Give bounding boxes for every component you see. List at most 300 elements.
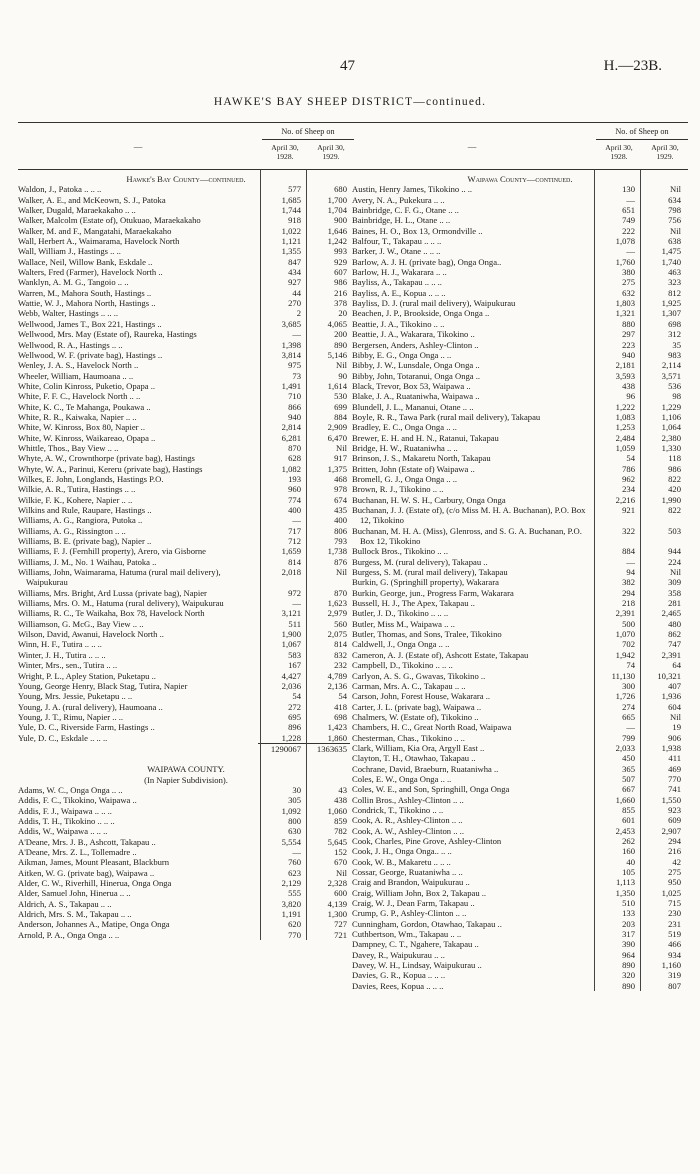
owner-name: Craig, W. J., Dean Farm, Takapau .. — [352, 898, 475, 909]
owner-name: Brewer, E. H. and H. N., Ratanui, Takapau — [352, 432, 499, 443]
table-row — [352, 277, 688, 287]
owner-name: Williams, J. M., No. 1 Waihau, Patoka .. — [18, 556, 157, 567]
left-column — [18, 122, 354, 940]
sheep-1928: 317 — [622, 929, 635, 940]
sheep-1929: 923 — [668, 804, 681, 815]
table-row — [352, 639, 688, 649]
table-row — [352, 402, 688, 412]
table-row — [352, 422, 688, 432]
sheep-1929: 2,328 — [327, 878, 347, 889]
sheep-1928: 896 — [288, 722, 301, 733]
sheep-1928: 695 — [288, 711, 301, 722]
sheep-1928: 507 — [622, 773, 635, 784]
sheep-1928: 3,814 — [281, 349, 301, 360]
sheep-1929: 466 — [668, 939, 681, 950]
sheep-1929: 216 — [334, 287, 347, 298]
sheep-1929: 90 — [338, 370, 347, 381]
owner-name: Walker, Dugald, Maraekakaho .. .. — [18, 205, 136, 216]
owner-name: Young, J. A. (rural delivery), Haumoana .. — [18, 701, 163, 712]
sheep-1929: 1,423 — [327, 722, 347, 733]
sheep-1928: 1,803 — [615, 298, 635, 309]
table-row — [18, 495, 354, 505]
sheep-1928: 1,660 — [615, 794, 635, 805]
owner-name: Walker, Malcolm (Estate of), Otukuao, Maraekakaho — [18, 215, 201, 226]
sheep-1929: 715 — [668, 898, 681, 909]
table-row — [352, 195, 688, 205]
sheep-1929: 2,075 — [327, 629, 347, 640]
sheep-1928: 160 — [622, 846, 635, 857]
owner-name: Alder, Samuel John, Hinerua .. .. — [18, 888, 131, 899]
sheep-1928: 130 — [622, 184, 635, 195]
sheep-1929: 1,242 — [327, 236, 347, 247]
table-row — [352, 464, 688, 474]
sheep-1929: 929 — [334, 256, 347, 267]
sheep-1928: 320 — [622, 970, 635, 981]
sheep-1928: 632 — [622, 287, 635, 298]
section-heading-waipawa: WAIPAWA COUNTY. — [147, 764, 225, 775]
sheep-1929: 2,114 — [661, 360, 681, 371]
sheep-1928: — — [292, 598, 301, 609]
table-row — [352, 660, 688, 670]
owner-name: Beattie, J. A., Tikokino .. .. — [352, 318, 445, 329]
owner-name: Burkin, G. (Springhill property), Wakarara — [352, 577, 499, 588]
owner-name: Clark, William, Kia Ora, Argyll East .. — [352, 742, 485, 753]
sheep-1929: 741 — [668, 784, 681, 795]
table-row — [18, 340, 354, 350]
owner-name: Bergersen, Anders, Ashley-Clinton .. — [352, 339, 479, 350]
table-row — [352, 598, 688, 608]
owner-name: Carlyon, A. S. G., Gwavas, Tikokino .. — [352, 670, 486, 681]
table-row — [18, 702, 354, 712]
table-row — [352, 526, 688, 547]
owner-name: Baines, H. O., Box 13, Ormondville .. — [352, 225, 483, 236]
table-row — [18, 350, 354, 360]
table-row — [18, 785, 354, 795]
table-row — [352, 246, 688, 256]
sheep-1928: — — [292, 847, 301, 857]
owner-name: Yule, D. C., Eskdale .. .. .. — [18, 732, 108, 743]
sheep-1929: 400 — [334, 515, 347, 526]
sheep-1928: 74 — [626, 660, 635, 671]
table-row — [18, 464, 354, 474]
table-row — [352, 505, 688, 526]
sheep-1928: 305 — [288, 795, 301, 806]
owner-name: Carter, J. L. (private bag), Waipawa .. — [352, 701, 482, 712]
owner-name: Williams, Mrs. Bright, Ard Lussa (private bag), Napier — [18, 587, 207, 598]
sheep-1928: 1,070 — [615, 629, 635, 640]
owner-name: Wenley, J. A. S., Havelock North .. — [18, 360, 139, 371]
sheep-1929: 1,936 — [661, 691, 681, 702]
sheep-1929: Nil — [670, 711, 681, 722]
sheep-1928: 847 — [288, 256, 301, 267]
sheep-1929: 118 — [668, 453, 681, 464]
sheep-1928: 1,082 — [281, 463, 301, 474]
sheep-1928: 712 — [288, 536, 301, 547]
owner-name: Addis, W., Waipawa .. .. .. — [18, 826, 108, 837]
owner-name: Britten, John (Estate of) Waipawa .. — [352, 463, 475, 474]
sheep-1929: 323 — [668, 277, 681, 288]
owner-name: Condrick, T., Tikokino .. .. — [352, 804, 444, 815]
owner-name: Wilkins and Rule, Raupare, Hastings .. — [18, 505, 152, 515]
sheep-1929: 747 — [668, 639, 681, 650]
sheep-1929: 1,646 — [327, 225, 347, 236]
sheep-1929: 884 — [334, 411, 347, 422]
owner-name: A'Deane, Mrs. Z. L., Tollemadre .. — [18, 847, 137, 857]
owner-name: Clayton, T. H., Otawhao, Takapau .. — [352, 753, 476, 764]
sheep-1928: 222 — [622, 225, 635, 236]
table-row — [352, 588, 688, 598]
owner-name: Williams, John, Waimarama, Hatuma (rural mail delivery), Waipukurau — [18, 567, 221, 588]
header-no-of-sheep: No. of Sheep on — [596, 127, 688, 140]
sheep-1928: 1,078 — [615, 236, 635, 247]
owner-name: Cook, J. H., Onga Onga.. .. .. — [352, 846, 452, 857]
sheep-1928: 1,942 — [615, 649, 635, 660]
sheep-1928: 962 — [622, 473, 635, 484]
owner-name: Bainbridge, H. L., Otane .. .. — [352, 215, 451, 226]
table-row — [18, 422, 354, 432]
sheep-1929: 3,571 — [661, 370, 681, 381]
owner-name: Cameron, A. J. (Estate of), Ashcott Estate, Takapau — [352, 649, 529, 660]
owner-name: Walker, M. and F., Mangatahi, Maraekakaho — [18, 225, 172, 236]
sheep-1928: 1,092 — [281, 805, 301, 816]
table-row — [352, 836, 688, 846]
table-row — [352, 257, 688, 267]
owner-name: Addis, F. J., Waipawa .. .. .. — [18, 805, 112, 816]
table-row — [352, 350, 688, 360]
table-row — [18, 474, 354, 484]
sheep-1929: 224 — [668, 556, 681, 567]
table-row — [18, 288, 354, 298]
sheep-1928: 972 — [288, 587, 301, 598]
owner-name: Whyte, W. A., Parinui, Kereru (private bag), Hastings — [18, 463, 203, 474]
owner-name: Brown, R. J., Tikokino .. .. — [352, 484, 444, 495]
owner-name: Walters, Fred (Farmer), Havelock North .. — [18, 267, 163, 278]
sheep-1929: 294 — [668, 836, 681, 846]
table-row — [352, 340, 688, 350]
sheep-1929: 35 — [672, 339, 681, 350]
sheep-1928: 2,814 — [281, 422, 301, 433]
sheep-1928: 434 — [288, 267, 301, 278]
sheep-1928: 1,355 — [281, 246, 301, 257]
owner-name: Yule, D. C., Riverside Farm, Hastings .. — [18, 722, 155, 733]
sheep-1928: 3,121 — [281, 608, 301, 619]
table-row — [352, 784, 688, 794]
table-row — [352, 929, 688, 939]
sheep-1929: 43 — [338, 784, 347, 795]
sheep-1929: 900 — [334, 215, 347, 226]
owner-name: Brinson, J. S., Makaretu North, Takapau — [352, 453, 491, 464]
table-row — [352, 567, 688, 577]
sheep-1929: 2,465 — [661, 608, 681, 619]
sheep-1929: Nil — [670, 225, 681, 236]
sheep-1929: 435 — [334, 505, 347, 515]
sheep-1928: 927 — [288, 277, 301, 288]
sheep-1929: 770 — [668, 773, 681, 784]
table-row — [18, 816, 354, 826]
table-row — [18, 433, 354, 443]
header-year-1928: April 30, 1928. — [605, 143, 633, 161]
sheep-1928: 218 — [622, 598, 635, 609]
sheep-1928: 628 — [288, 453, 301, 464]
table-row — [18, 329, 354, 339]
table-row — [18, 546, 354, 556]
sheep-1928: 270 — [288, 298, 301, 309]
sheep-1929: 1,740 — [661, 256, 681, 267]
sheep-1929: 6,470 — [327, 432, 347, 443]
sheep-1929: 832 — [334, 649, 347, 660]
table-row — [352, 577, 688, 587]
sheep-1929: 862 — [668, 629, 681, 640]
owner-name: Boyle, R. R., Tawa Park (rural mail delivery), Takapau — [352, 411, 541, 422]
sheep-1928: 1,222 — [615, 401, 635, 412]
sheep-1929: 1,704 — [327, 205, 347, 216]
owner-name: Wanklyn, A. M. G., Tangoio .. .. — [18, 277, 129, 288]
owner-name: Burgess, M. (rural delivery), Takapau .. — [352, 556, 488, 567]
sheep-1929: 232 — [334, 660, 347, 671]
table-row — [18, 515, 354, 525]
sheep-1929: 1,106 — [661, 411, 681, 422]
table-row — [352, 412, 688, 422]
table-row — [352, 298, 688, 308]
owner-name: Caldwell, J., Onga Onga .. .. — [352, 639, 450, 650]
sheep-1929: 807 — [668, 980, 681, 991]
owner-name: Wattie, W. J., Mahora North, Hastings .. — [18, 298, 156, 309]
sheep-1928: 6,281 — [281, 432, 301, 443]
table-row — [18, 588, 354, 598]
sheep-1928: 1,760 — [615, 256, 635, 267]
table-row — [352, 381, 688, 391]
sheep-1928: 73 — [292, 370, 301, 381]
table-row — [18, 360, 354, 370]
owner-name: Wilkie, F. K., Kohere, Napier .. .. — [18, 494, 133, 505]
owner-name: Coles, E. W., Onga Onga .. .. — [352, 773, 452, 784]
table-row — [18, 236, 354, 246]
table-row — [18, 733, 354, 743]
sheep-1929: 230 — [668, 908, 681, 919]
table-row — [18, 608, 354, 618]
table-row — [352, 474, 688, 484]
sheep-1929: 1,938 — [661, 742, 681, 753]
owner-name: Cook, Charles, Pine Grove, Ashley-Clinton — [352, 836, 502, 846]
sheep-1929: 468 — [334, 473, 347, 484]
table-row — [18, 453, 354, 463]
sheep-1928: 203 — [622, 918, 635, 929]
table-row — [18, 712, 354, 722]
owner-name: Cook, A. R., Ashley-Clinton .. .. — [352, 815, 463, 826]
owner-name: Austin, Henry James, Tikokino .. .. — [352, 184, 473, 195]
sheep-1929: 950 — [668, 877, 681, 888]
owner-name: Cossar, George, Ruataniwha .. .. — [352, 867, 463, 878]
owner-name: White, Colin Kinross, Puketio, Opapa .. — [18, 380, 156, 391]
owner-name: Blake, J. A., Ruataniwha, Waipawa .. — [352, 391, 480, 402]
sheep-1929: 1,229 — [661, 401, 681, 412]
table-row — [18, 681, 354, 691]
table-row — [18, 639, 354, 649]
sheep-1928: 1,191 — [281, 909, 301, 920]
owner-name: Webb, Walter, Hastings .. .. .. — [18, 308, 119, 319]
sheep-1929: 983 — [668, 349, 681, 360]
sheep-1928: 500 — [622, 618, 635, 629]
sheep-1929: 2,909 — [327, 422, 347, 433]
sheep-1928: 1,321 — [615, 308, 635, 319]
sheep-1929: 200 — [334, 329, 347, 340]
total-1928: 1290067 — [258, 743, 304, 754]
table-row — [18, 650, 354, 660]
owner-name: Cunningham, Gordon, Otawhao, Takapau .. — [352, 918, 502, 929]
sheep-1929: 418 — [334, 701, 347, 712]
owner-name: Barlow, A. J. H. (private bag), Onga Onga.. — [352, 256, 502, 267]
owner-name: Butler, Thomas, and Sons, Tralee, Tikokino — [352, 629, 502, 640]
owner-name: Wright, P. L., Apley Station, Puketapu .. — [18, 670, 156, 681]
sheep-1929: 420 — [668, 484, 681, 495]
owner-name: Wellwood, W. F. (private bag), Hastings .. — [18, 349, 163, 360]
table-row — [352, 743, 688, 753]
owner-name: Wheeler, William, Haumoana .. .. — [18, 370, 134, 381]
table-row — [352, 867, 688, 877]
sheep-1928: 940 — [622, 349, 635, 360]
table-row — [18, 443, 354, 453]
sheep-1929: 4,789 — [327, 670, 347, 681]
owner-name: Williams, B. E. (private bag), Napier .. — [18, 536, 152, 547]
owner-name: Wall, William J., Hastings .. .. — [18, 246, 121, 257]
owner-name: Wellwood, Mrs. May (Estate of), Raureka, Hastings — [18, 329, 197, 340]
sheep-1928: 511 — [288, 618, 301, 629]
sheep-1929: 876 — [334, 556, 347, 567]
sheep-1929: 2,380 — [661, 432, 681, 443]
table-row — [18, 391, 354, 401]
sheep-1929: 438 — [334, 795, 347, 806]
sheep-1928: 300 — [622, 680, 635, 691]
sheep-1928: 96 — [626, 391, 635, 402]
sheep-1929: 634 — [668, 194, 681, 205]
sheep-1928: 710 — [288, 391, 301, 402]
table-row — [18, 919, 354, 929]
header-no-of-sheep: No. of Sheep on — [262, 127, 354, 140]
owner-name: Wilkes, E. John, Longlands, Hastings P.O. — [18, 473, 164, 484]
sheep-1929: 5,645 — [327, 836, 347, 847]
sheep-1929: 19 — [672, 722, 681, 733]
section-subheading: (In Napier Subdivision). — [144, 774, 228, 785]
table-row — [18, 319, 354, 329]
owner-name: Waldon, J., Patoka .. .. .. — [18, 184, 102, 195]
owner-name: Aitken, W. G. (private bag), Waipawa .. — [18, 867, 155, 878]
sheep-1929: Nil — [336, 442, 347, 453]
sheep-1928: 450 — [622, 753, 635, 764]
sheep-1928: 510 — [622, 898, 635, 909]
owner-name: Craig and Brandon, Waipukurau .. — [352, 877, 470, 888]
table-row — [18, 691, 354, 701]
sheep-1928: 3,593 — [615, 370, 635, 381]
sheep-1928: 2,036 — [281, 680, 301, 691]
table-row — [18, 246, 354, 256]
sheep-1929: 1,375 — [327, 463, 347, 474]
header-year-1929: April 30, 1929. — [651, 143, 679, 161]
sheep-1928: 1,900 — [281, 629, 301, 640]
sheep-1928: 665 — [622, 711, 635, 722]
table-row — [18, 226, 354, 236]
sheep-1929: 463 — [668, 267, 681, 278]
table-row — [352, 495, 688, 505]
sheep-1929: 20 — [338, 308, 347, 319]
table-row — [352, 774, 688, 784]
sheep-1928: — — [292, 329, 301, 340]
owner-name: Warren, M., Mahora South, Hastings .. — [18, 287, 152, 298]
owner-name: Campbell, D., Tikokino .. .. .. — [352, 660, 453, 671]
sheep-1929: 2,136 — [327, 680, 347, 691]
sheep-1928: 702 — [622, 639, 635, 650]
sheep-1928: 2,391 — [615, 608, 635, 619]
owner-name: Adams, W. C., Onga Onga .. .. — [18, 784, 123, 795]
sheep-1928: 577 — [288, 184, 301, 195]
table-row — [352, 443, 688, 453]
sheep-1929: 674 — [334, 494, 347, 505]
table-row — [352, 371, 688, 381]
table-row — [352, 205, 688, 215]
column-header — [18, 122, 354, 170]
sheep-1929: 275 — [668, 867, 681, 878]
sheep-1928: 940 — [288, 411, 301, 422]
sheep-1929: 814 — [334, 639, 347, 650]
sheep-1929: 530 — [334, 391, 347, 402]
table-row — [352, 919, 688, 929]
owner-name: Williams, Mrs. O. M., Hatuma (rural delivery), Waipukurau — [18, 598, 224, 609]
sheep-1928: 855 — [622, 804, 635, 815]
sheep-1928: 1,113 — [615, 877, 635, 888]
table-row — [18, 412, 354, 422]
sheep-1929: 2,391 — [661, 649, 681, 660]
sheep-1929: 698 — [334, 711, 347, 722]
sheep-1928: 870 — [288, 442, 301, 453]
owner-name: Addis, F. C., Tikokino, Waipawa .. — [18, 795, 137, 806]
owner-name: White, W. Kinross, Box 80, Napier .. — [18, 422, 145, 433]
sheep-1928: 1,350 — [615, 887, 635, 898]
sheep-1929: 607 — [334, 267, 347, 278]
sheep-1929: Nil — [336, 567, 347, 578]
table-row — [18, 557, 354, 567]
sheep-1928: 40 — [626, 856, 635, 867]
table-row — [18, 505, 354, 515]
table-row — [352, 950, 688, 960]
table-row — [352, 877, 688, 887]
sheep-1928: 322 — [622, 525, 635, 536]
owner-name: Balfour, T., Takapau .. .. .. — [352, 236, 442, 247]
sheep-1929: 216 — [668, 846, 681, 857]
sheep-1929: 2,979 — [327, 608, 347, 619]
owner-name: Whyte, A. W., Crownthorpe (private bag), Hastings — [18, 453, 195, 464]
table-row — [18, 878, 354, 888]
table-row — [18, 526, 354, 536]
owner-name: Butler, Miss M., Waipawa .. .. — [352, 618, 455, 629]
sheep-1929: 309 — [668, 577, 681, 588]
table-row — [352, 650, 688, 660]
table-row — [18, 795, 354, 805]
table-row — [18, 402, 354, 412]
sheep-1929: 64 — [672, 660, 681, 671]
table-row — [352, 236, 688, 246]
owner-name: White, F. F. C., Havelock North .. .. — [18, 391, 141, 402]
table-row — [352, 712, 688, 722]
sheep-1929: 1,300 — [327, 909, 347, 920]
sheep-1928: 2 — [296, 308, 301, 319]
table-row — [352, 329, 688, 339]
sheep-1928: 274 — [622, 701, 635, 712]
sheep-1929: 1,025 — [661, 887, 681, 898]
sheep-1928: — — [626, 556, 635, 567]
sheep-1929: 1,990 — [661, 494, 681, 505]
sheep-1928: 1,398 — [281, 339, 301, 350]
table-row — [18, 909, 354, 919]
sheep-1928: 1,253 — [615, 422, 635, 433]
